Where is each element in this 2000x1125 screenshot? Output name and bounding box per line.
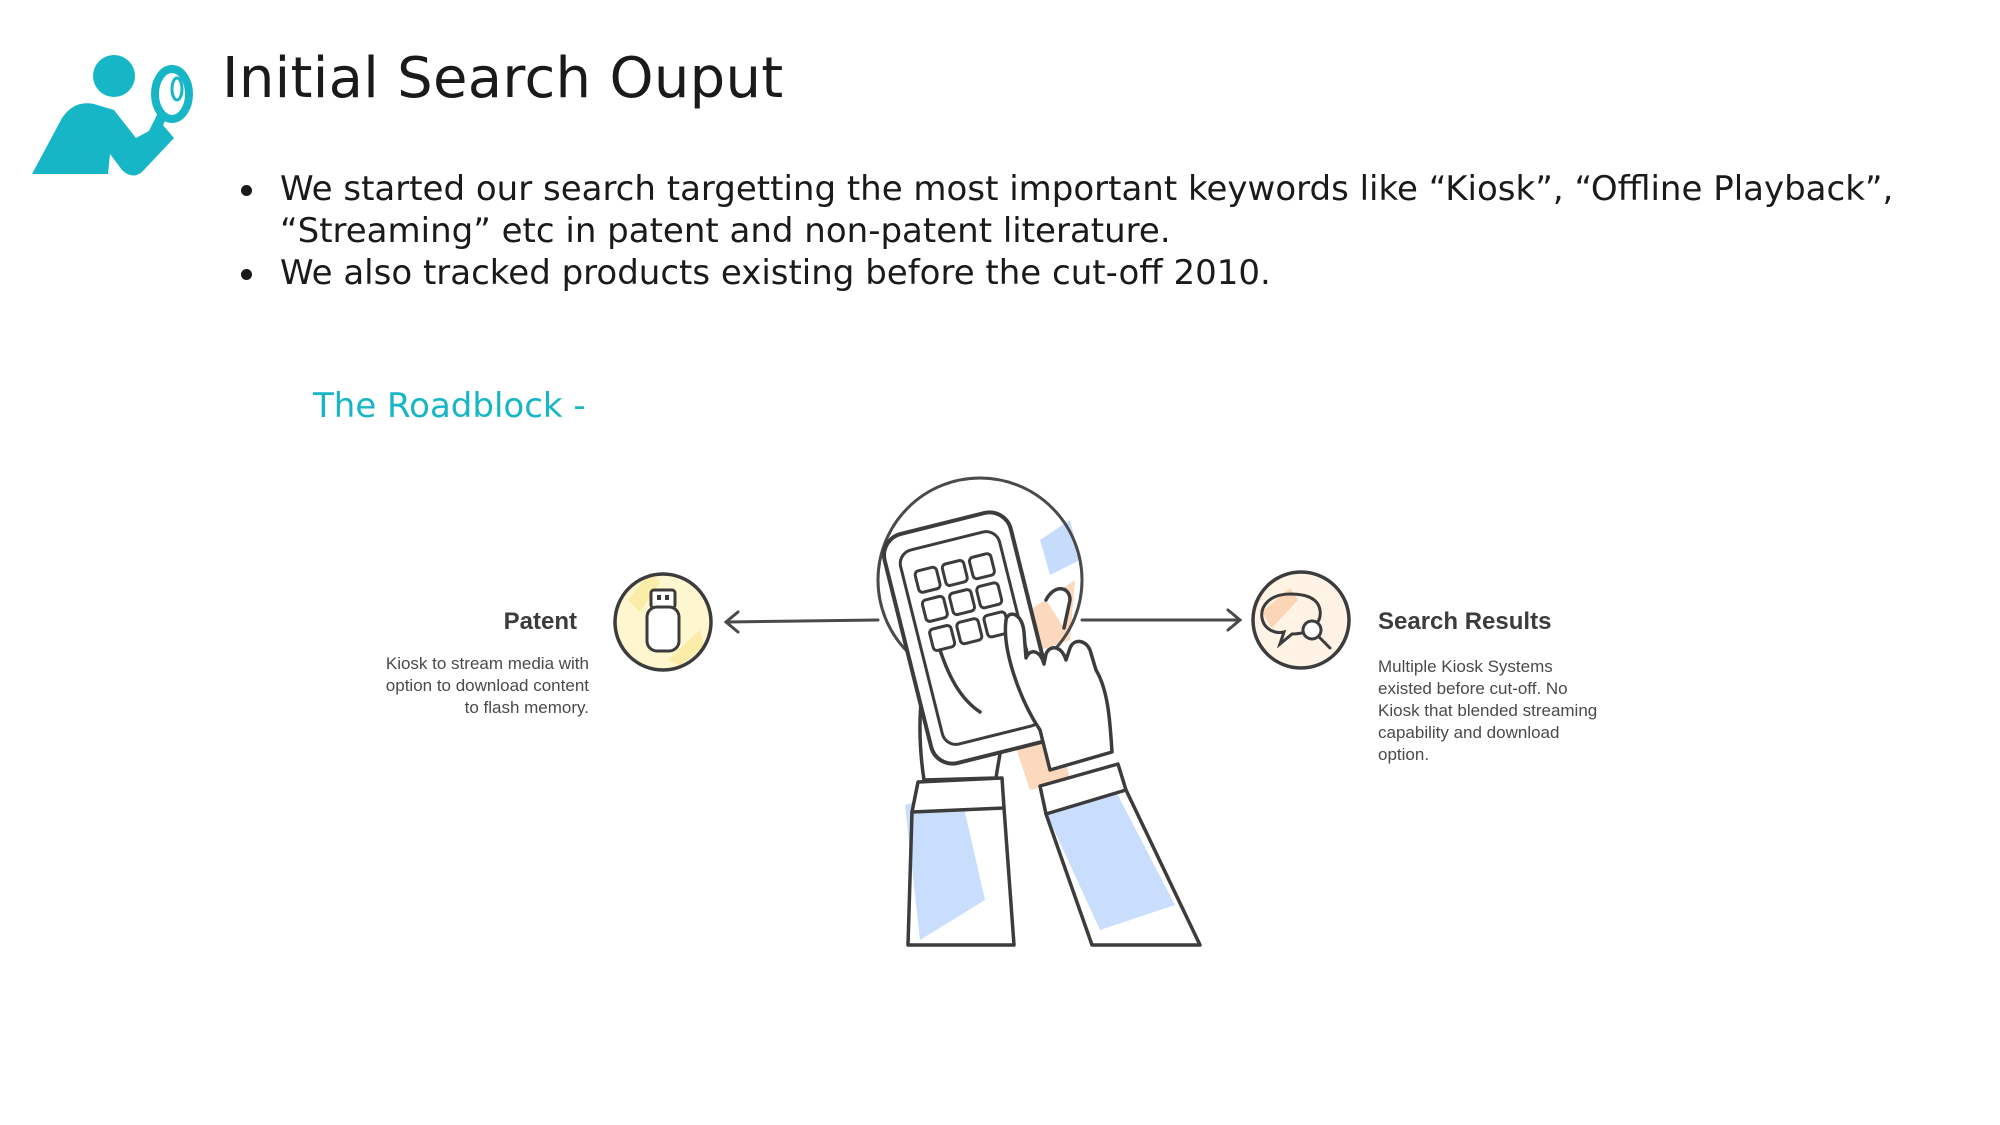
- bullet-text: We started our search targetting the most important keywords like “Kiosk”, “Offline Playback”, “Streaming” etc in patent and non-patent literature.: [280, 169, 1894, 251]
- usb-drive-icon: [615, 572, 711, 670]
- chat-search-icon: [1253, 572, 1349, 668]
- bullet-dot: [241, 185, 252, 196]
- arrow-to-patent: [726, 612, 878, 632]
- page-title: Initial Search Ouput: [222, 46, 784, 111]
- roadblock-heading: The Roadblock -: [313, 386, 586, 426]
- patent-title: Patent: [503, 608, 577, 635]
- patent-description: Kiosk to stream media with option to download content to flash memory.: [385, 654, 589, 717]
- person-magnifier-icon: [30, 54, 196, 176]
- bullet-dot: [241, 269, 252, 280]
- bullet-text: We also tracked products existing before the cut-off 2010.: [280, 253, 1271, 293]
- bullet-list: [230, 168, 1970, 294]
- arrow-to-results: [1082, 610, 1240, 630]
- bullet-item: [230, 252, 1970, 294]
- bullet-item: [230, 168, 1970, 252]
- hands-keypad-icon: [878, 478, 1200, 945]
- search-results-description: Multiple Kiosk Systems existed before cut-off. No Kiosk that blended streaming capability and download option.: [1378, 657, 1598, 764]
- search-results-title: Search Results: [1378, 608, 1552, 635]
